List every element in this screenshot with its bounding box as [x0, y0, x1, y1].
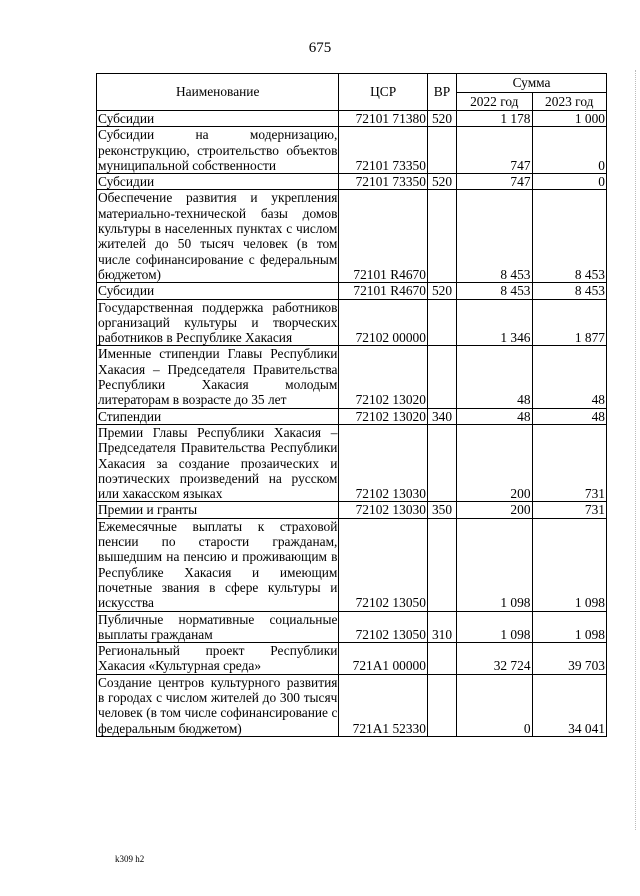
row-name: Ежемесячные выплаты к страховой пенсии по старости гражданам, вышедшим на пенсию и проживающим в Республике Хакасия и имеющим почетные звания в сфере культуры и искусства — [98, 518, 338, 611]
row-name: Публичные нормативные социальные выплаты гражданам — [98, 611, 338, 642]
row-sum-2022: 1 178 — [457, 111, 532, 127]
row-name: Региональный проект Республики Хакасия «Культурная среда» — [98, 643, 338, 674]
row-name: Именные стипендии Главы Республики Хакасия – Председателя Правительства Республики Хакасия молодым литераторам в возрасте до 35 лет — [98, 346, 338, 408]
row-vr — [427, 674, 456, 736]
table-row — [97, 408, 607, 424]
row-name: Государственная поддержка работников организаций культуры и творческих работников в Республике Хакасия — [98, 299, 338, 346]
row-csr: 72101 73350 — [339, 174, 428, 190]
row-csr: 721A1 52330 — [339, 674, 428, 736]
row-name: Стипендии — [97, 408, 339, 424]
row-sum-2022: 48 — [457, 408, 532, 424]
row-sum-2022: 8 453 — [457, 190, 532, 283]
row-csr: 72102 13050 — [339, 611, 428, 643]
row-csr: 721A1 00000 — [339, 643, 428, 675]
table-body — [97, 111, 607, 737]
row-csr: 72102 13050 — [339, 518, 428, 611]
page-number: 675 — [308, 40, 332, 56]
row-name: Премии и гранты — [97, 502, 339, 518]
row-vr — [427, 346, 456, 408]
row-name: Создание центров культурного развития в городах с числом жителей до 300 тысяч человек (в том числе софинансирование с федеральным бюджетом) — [98, 674, 338, 736]
row-csr: 72101 R4670 — [339, 190, 428, 283]
row-sum-2023: 0 — [532, 174, 606, 190]
header-year-2022: 2022 год — [457, 92, 532, 111]
row-sum-2023: 34 041 — [532, 674, 606, 736]
row-name: Премии Главы Республики Хакасия – Председателя Правительства Республики Хакасия за создание прозаических и поэтических произведений на русском или хакасском языках — [98, 424, 338, 502]
header-sum: Сумма — [457, 74, 607, 93]
row-sum-2022: 1 098 — [457, 518, 532, 611]
table-row — [97, 127, 607, 174]
table-row — [97, 190, 607, 283]
row-vr: 340 — [427, 408, 456, 424]
row-csr: 72101 71380 — [339, 111, 428, 127]
row-sum-2022: 747 — [457, 127, 532, 174]
row-sum-2023: 39 703 — [532, 643, 606, 675]
row-csr: 72102 13020 — [339, 408, 428, 424]
row-sum-2022: 200 — [457, 424, 532, 501]
table-row — [97, 502, 607, 518]
row-sum-2022: 8 453 — [457, 283, 532, 299]
row-vr: 520 — [427, 174, 456, 190]
table-row — [97, 299, 607, 346]
table-row — [97, 643, 607, 675]
table-row — [97, 611, 607, 643]
row-vr — [427, 643, 456, 675]
table-row — [97, 111, 607, 127]
row-vr — [427, 299, 456, 346]
row-sum-2022: 747 — [457, 174, 532, 190]
row-sum-2023: 8 453 — [532, 283, 606, 299]
header-vr: ВР — [427, 74, 456, 111]
row-vr — [427, 424, 456, 501]
row-sum-2022: 32 724 — [457, 643, 532, 675]
row-csr: 72102 13030 — [339, 424, 428, 501]
row-name: Субсидии — [97, 283, 339, 299]
row-sum-2023: 0 — [532, 127, 606, 174]
table-row — [97, 174, 607, 190]
header-name: Наименование — [97, 74, 339, 111]
row-vr: 310 — [427, 611, 456, 643]
table-row — [97, 346, 607, 408]
table-row — [97, 283, 607, 299]
row-csr: 72102 13030 — [339, 502, 428, 518]
row-csr: 72102 00000 — [339, 299, 428, 346]
table-row — [97, 518, 607, 611]
footer-code: k309 h2 — [115, 854, 145, 864]
row-sum-2022: 200 — [457, 502, 532, 518]
row-name: Субсидии — [97, 111, 339, 127]
table-header — [97, 74, 607, 111]
row-sum-2023: 731 — [532, 424, 606, 501]
row-name: Обеспечение развития и укрепления материально-технической базы домов культуры в населенных пунктах с числом жителей до 50 тысяч человек (в том числе софинансирование с федеральным бюджетом) — [98, 190, 338, 282]
table-row — [97, 674, 607, 736]
row-sum-2023: 1 877 — [532, 299, 606, 346]
row-name: Субсидии — [97, 174, 339, 190]
row-sum-2023: 731 — [532, 502, 606, 518]
row-name: Субсидии на модернизацию, реконструкцию, строительство объектов муниципальной собственности — [98, 127, 338, 173]
budget-table — [96, 73, 607, 737]
row-vr — [427, 190, 456, 283]
row-csr: 72101 73350 — [339, 127, 428, 174]
row-vr: 350 — [427, 502, 456, 518]
row-sum-2023: 8 453 — [532, 190, 606, 283]
row-vr: 520 — [427, 283, 456, 299]
scan-edge — [634, 70, 636, 830]
row-sum-2023: 1 098 — [532, 518, 606, 611]
row-vr — [427, 518, 456, 611]
row-sum-2023: 1 000 — [532, 111, 606, 127]
row-sum-2023: 48 — [532, 346, 606, 408]
row-sum-2022: 1 346 — [457, 299, 532, 346]
row-sum-2022: 48 — [457, 346, 532, 408]
table-row — [97, 424, 607, 501]
row-sum-2022: 1 098 — [457, 611, 532, 643]
row-sum-2022: 0 — [457, 674, 532, 736]
header-year-2023: 2023 год — [532, 92, 606, 111]
row-csr: 72102 13020 — [339, 346, 428, 408]
row-vr: 520 — [427, 111, 456, 127]
row-sum-2023: 1 098 — [532, 611, 606, 643]
row-sum-2023: 48 — [532, 408, 606, 424]
row-vr — [427, 127, 456, 174]
row-csr: 72101 R4670 — [339, 283, 428, 299]
header-csr: ЦСР — [339, 74, 428, 111]
